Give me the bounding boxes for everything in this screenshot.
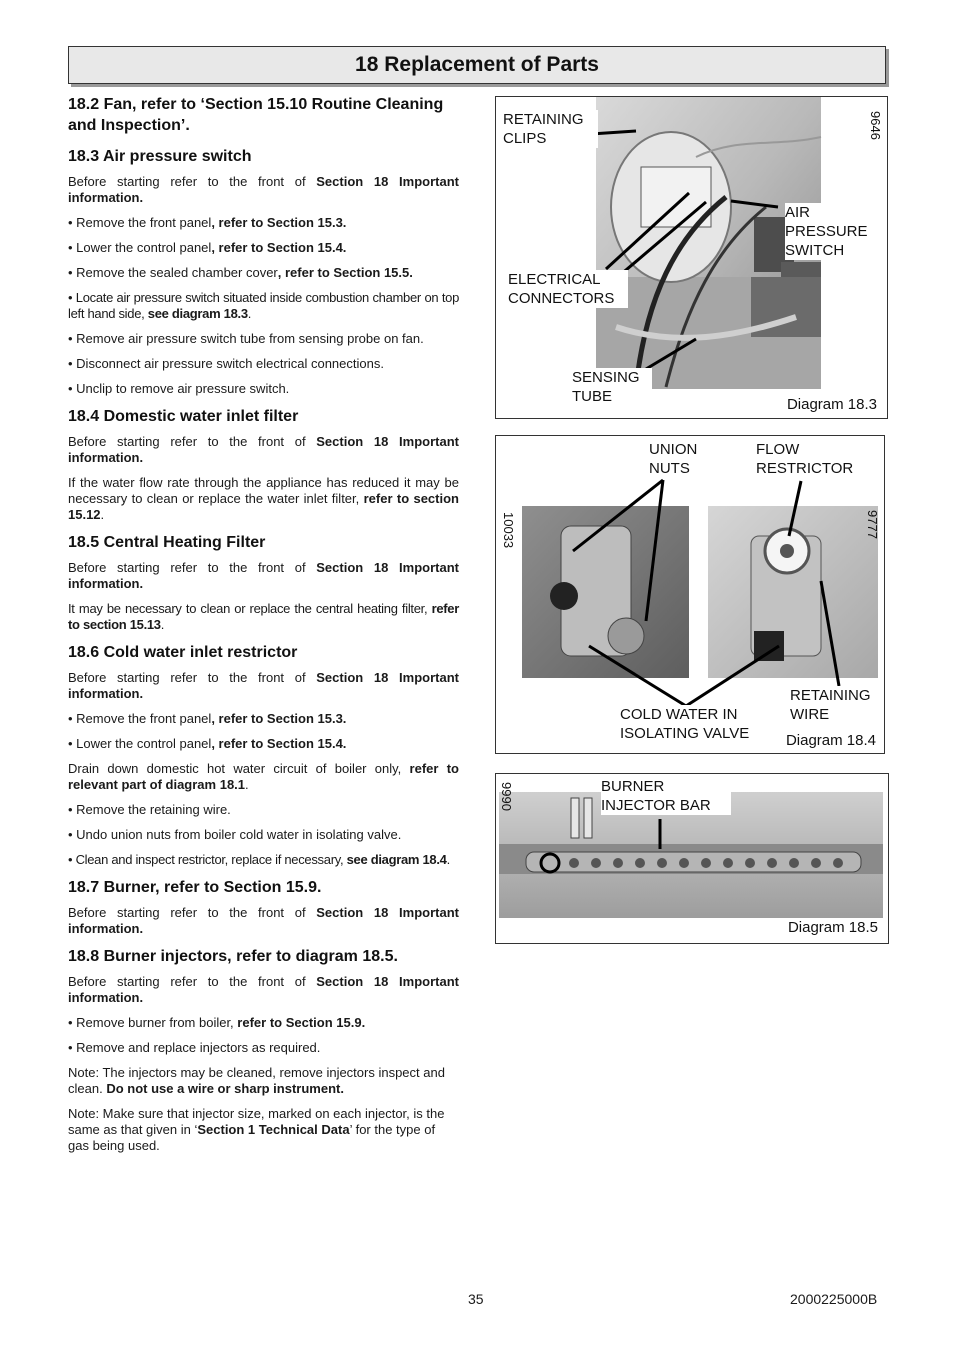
label-retaining-wire: RETAINING WIRE: [790, 686, 880, 724]
label-air-pressure-switch: AIR PRESSURE SWITCH: [785, 203, 885, 260]
diagram-caption: Diagram 18.4: [785, 732, 876, 749]
bullet: • Remove and replace injectors as required.: [68, 1040, 321, 1055]
bullet: • Locate air pressure switch situated inside combustion chamber on top left hand side, see diagram 18.3.: [68, 290, 459, 321]
paragraph: Before starting refer to the front of Section 18 Important information.: [68, 905, 459, 936]
label-union-nuts: UNION NUTS: [649, 440, 709, 478]
label-flow-restrictor: FLOW RESTRICTOR: [756, 440, 866, 478]
bullet: • Remove the retaining wire.: [68, 802, 231, 817]
note: Note: Make sure that injector size, marked on each injector, is the same as that given in ‘Section 1 Technical Data’ for the type of gas being used.: [68, 1106, 445, 1153]
bullet: • Clean and inspect restrictor, replace if necessary, see diagram 18.4.: [68, 852, 450, 867]
diagram-number: 9646: [868, 111, 883, 140]
bullet: • Lower the control panel, refer to Section 15.4.: [68, 736, 347, 751]
paragraph: Before starting refer to the front of Section 18 Important information.: [68, 174, 459, 205]
bullet: • Disconnect air pressure switch electrical connections.: [68, 356, 384, 371]
diagram-18-3: [495, 96, 888, 419]
bullet: • Lower the control panel, refer to Section 15.4.: [68, 240, 347, 255]
bullet: • Remove the sealed chamber cover, refer to Section 15.5.: [68, 265, 413, 280]
bullet: • Remove the front panel, refer to Section 15.3.: [68, 215, 347, 230]
label-retaining-clips: RETAINING CLIPS: [503, 110, 598, 148]
page-number: 35: [468, 1291, 484, 1307]
heading-18-5: 18.5 Central Heating Filter: [68, 534, 266, 551]
bullet: • Undo union nuts from boiler cold water in isolating valve.: [68, 827, 402, 842]
note: Note: The injectors may be cleaned, remove injectors inspect and clean. Do not use a wire or sharp instrument.: [68, 1065, 445, 1096]
paragraph: Before starting refer to the front of Section 18 Important information.: [68, 974, 459, 1005]
bullet: • Unclip to remove air pressure switch.: [68, 381, 290, 396]
label-electrical-connectors: ELECTRICAL CONNECTORS: [508, 270, 628, 308]
paragraph: Before starting refer to the front of Section 18 Important information.: [68, 434, 459, 465]
bullet: • Remove burner from boiler, refer to Section 15.9.: [68, 1015, 366, 1030]
heading-18-2: 18.2 Fan, refer to ‘Section 15.10 Routine Cleaning and Inspection’.: [68, 96, 444, 134]
diagram-18-5: [495, 773, 889, 944]
document-number: 2000225000B: [790, 1291, 878, 1307]
paragraph: Before starting refer to the front of Section 18 Important information.: [68, 560, 459, 591]
diagram-18-4: [495, 435, 885, 754]
paragraph: It may be necessary to clean or replace the central heating filter, refer to section 15.13.: [68, 601, 459, 632]
bullet: • Remove the front panel, refer to Section 15.3.: [68, 711, 347, 726]
diagram-caption: Diagram 18.5: [787, 919, 878, 936]
label-burner-injector-bar: BURNER INJECTOR BAR: [601, 777, 731, 815]
diagram-caption: Diagram 18.3: [786, 396, 877, 413]
diagram-number-right: 9777: [865, 510, 880, 539]
diagram-number: 9990: [499, 782, 514, 811]
paragraph: If the water flow rate through the appliance has reduced it may be necessary to clean or replace the water inlet filter, refer to section 15.12.: [68, 475, 459, 522]
bullet: • Remove air pressure switch tube from sensing probe on fan.: [68, 331, 424, 346]
main-text-column: [68, 94, 459, 1163]
paragraph: Before starting refer to the front of Section 18 Important information.: [68, 670, 459, 701]
label-cold-water-valve: COLD WATER IN ISOLATING VALVE: [620, 705, 765, 743]
heading-18-8: 18.8 Burner injectors, refer to diagram 18.5.: [68, 948, 398, 965]
paragraph: Drain down domestic hot water circuit of boiler only, refer to relevant part of diagram 18.1.: [68, 761, 459, 792]
page-title: 18 Replacement of Parts: [355, 53, 599, 76]
heading-18-6: 18.6 Cold water inlet restrictor: [68, 644, 298, 661]
heading-18-4: 18.4 Domestic water inlet filter: [68, 408, 299, 425]
page-title-bar: [68, 46, 886, 84]
label-sensing-tube: SENSING TUBE: [572, 368, 652, 406]
heading-18-7: 18.7 Burner, refer to Section 15.9.: [68, 879, 322, 896]
diagram-number-left: 10033: [501, 512, 516, 549]
heading-18-3: 18.3 Air pressure switch: [68, 148, 252, 165]
